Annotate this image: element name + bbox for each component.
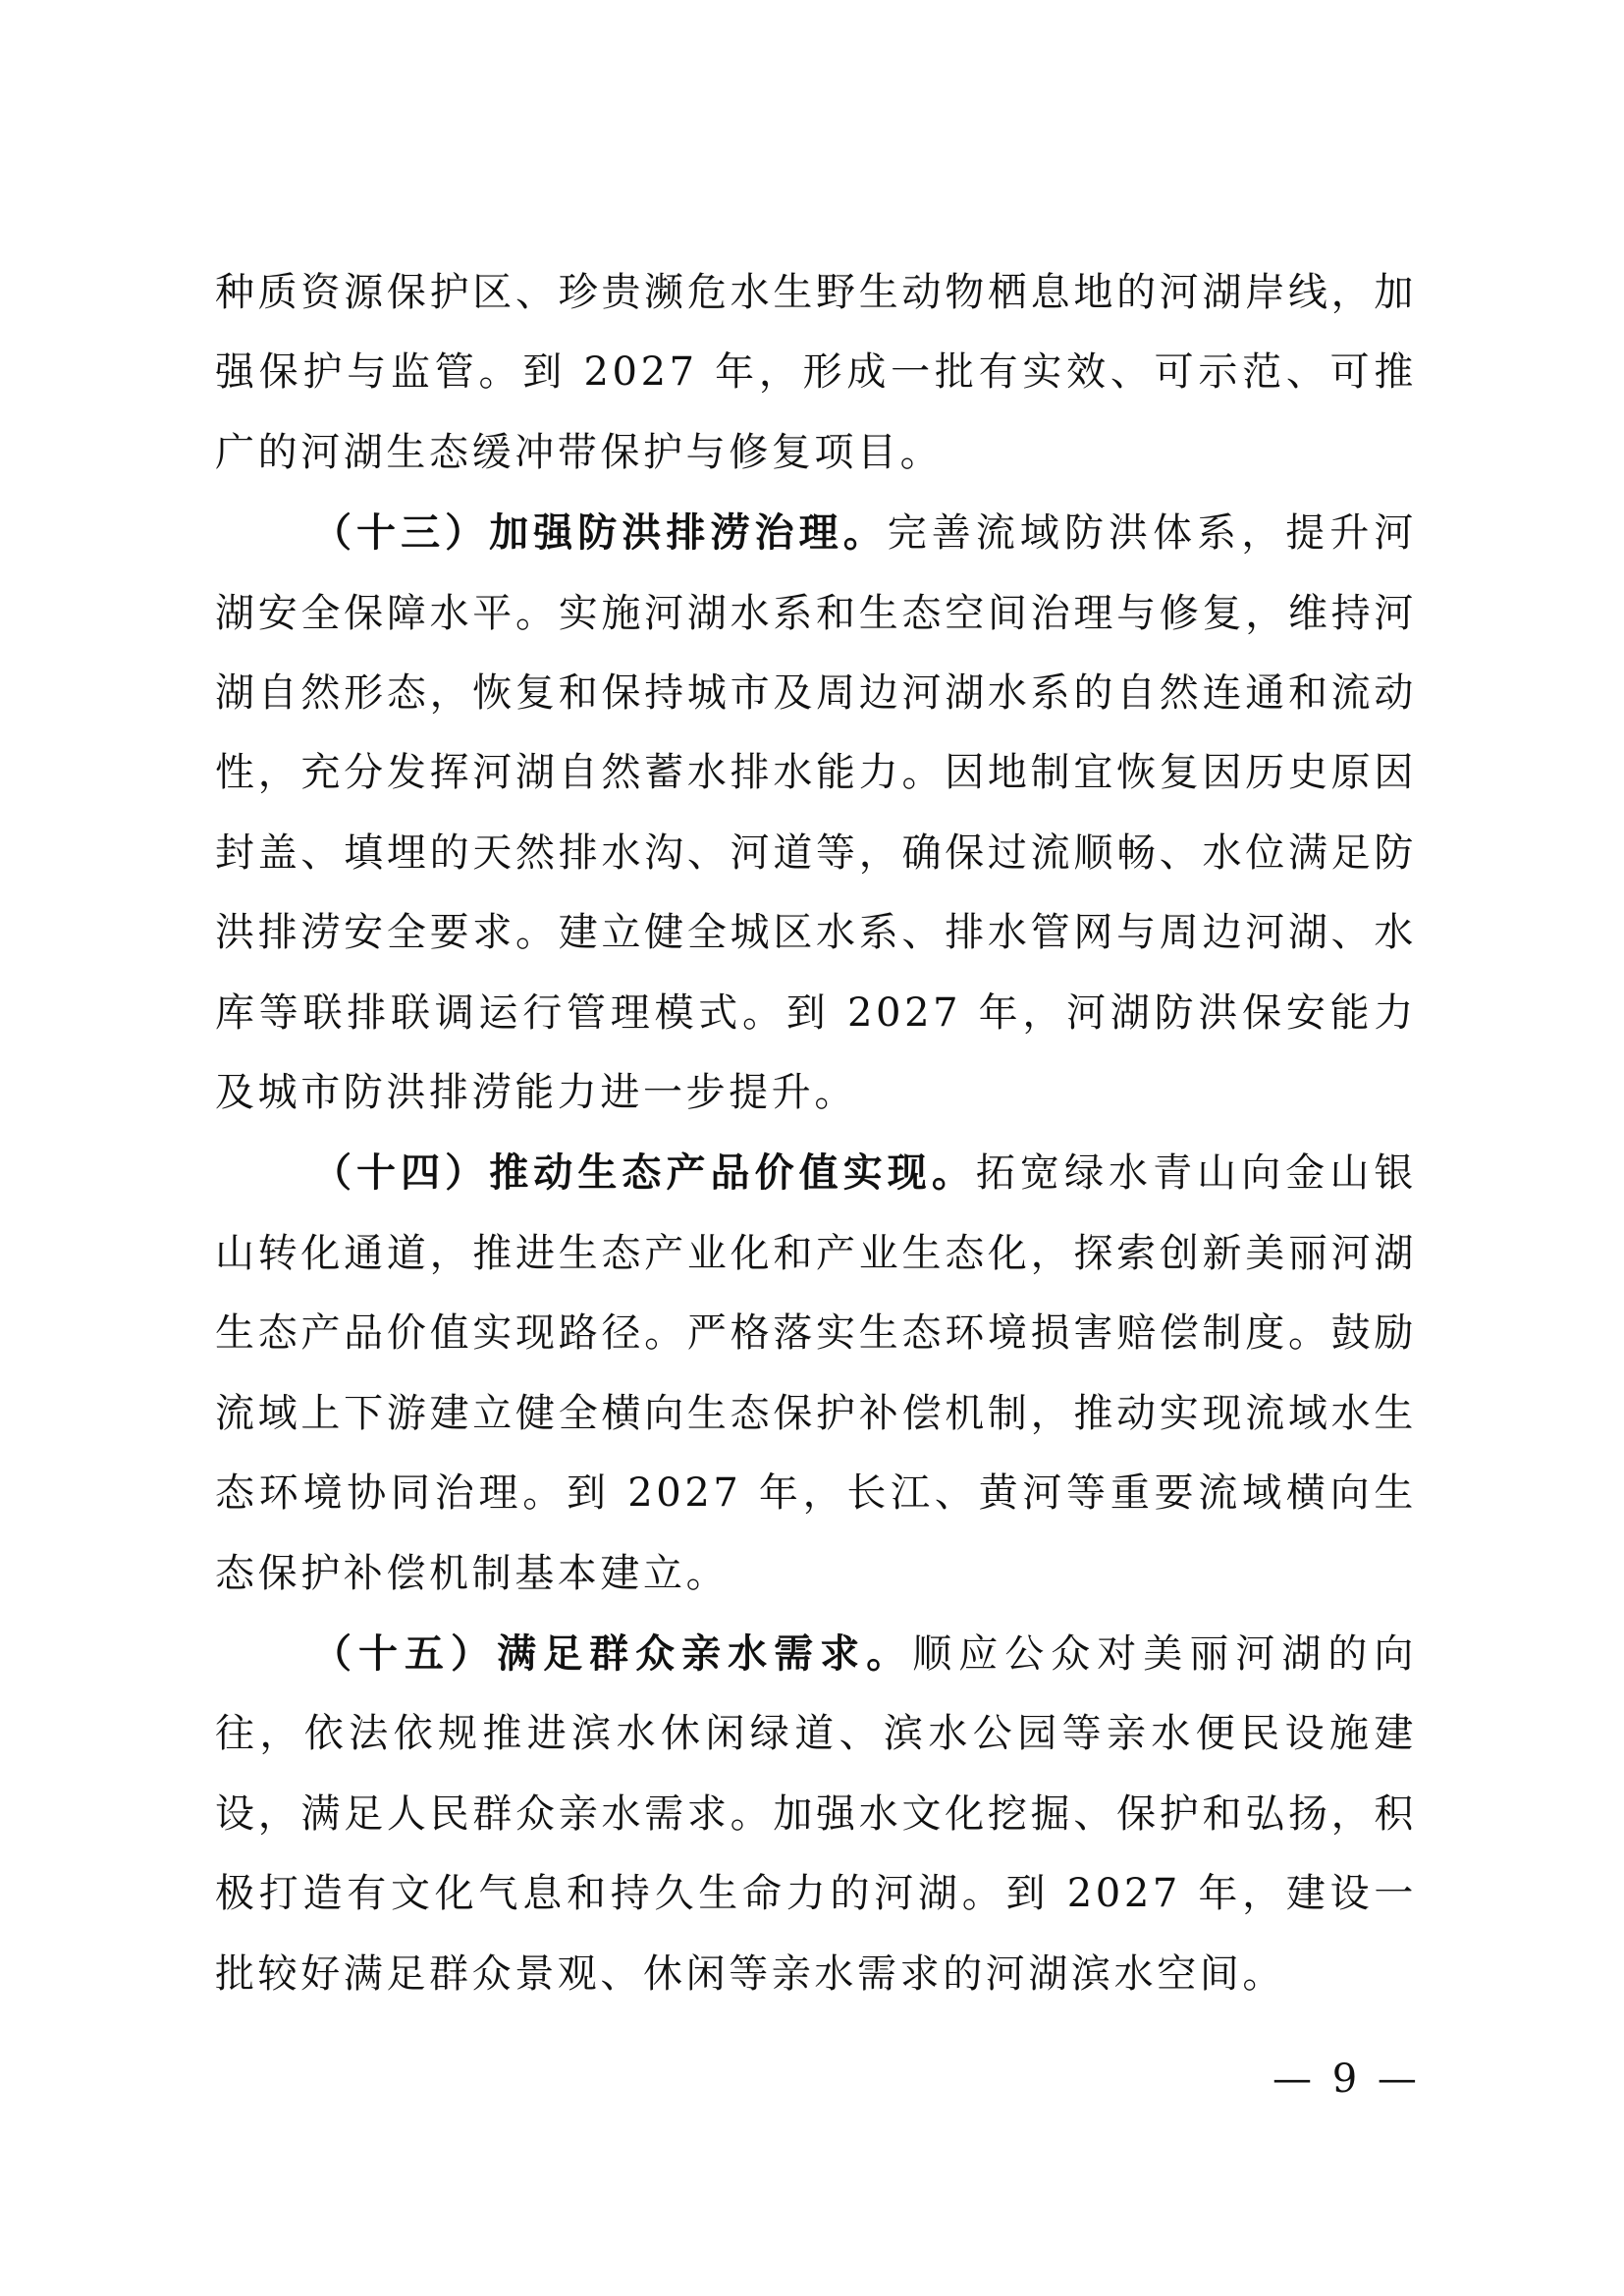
section-heading: （十四）推动生态产品价值实现。 <box>312 1149 976 1197</box>
paragraph-text: 顺应公众对美丽河湖的向往，依法依规推进滨水休闲绿道、滨水公园等亲水便民设施建设，满足人民群众亲水需求。加强水文化挖掘、保护和弘扬，积极打造有文化气息和持久生命力的河湖。到 2027 年，建设一批较好满足群众景观、休闲等亲水需求的河湖滨水空间。 <box>215 1630 1417 1997</box>
paragraph-text: 种质资源保护区、珍贵濒危水生野生动物栖息地的河湖岸线，加强保护与监管。到 2027 年，形成一批有实效、可示范、可推广的河湖生态缓冲带保护与修复项目。 <box>215 270 1417 475</box>
paragraph-section-13 <box>215 493 1417 1133</box>
paragraph-text: 拓宽绿水青山向金山银山转化通道，推进生态产业化和产业生态化，探索创新美丽河湖生态产品价值实现路径。严格落实生态环境损害赔偿制度。鼓励流域上下游建立健全横向生态保护补偿机制，推动实现流域水生态环境协同治理。到 2027 年，长江、黄河等重要流域横向生态保护补偿机制基本建立。 <box>215 1150 1417 1596</box>
section-heading: （十三）加强防洪排涝治理。 <box>312 509 888 557</box>
page-number: — 9 — <box>1272 2056 1421 2102</box>
document-body <box>215 253 1417 2014</box>
paragraph-section-14 <box>215 1133 1417 1613</box>
paragraph-text: 完善流域防洪体系，提升河湖安全保障水平。实施河湖水系和生态空间治理与修复，维持河湖自然形态，恢复和保持城市及周边河湖水系的自然连通和流动性，充分发挥河湖自然蓄水排水能力。因地制宜恢复因历史原因封盖、填埋的天然排水沟、河道等，确保过流顺畅、水位满足防洪排涝安全要求。建立健全城区水系、排水管网与周边河湖、水库等联排联调运行管理模式。到 2027 年，河湖防洪保安能力及城市防洪排涝能力进一步提升。 <box>215 510 1417 1116</box>
paragraph-section-15 <box>215 1614 1417 2014</box>
paragraph-continuation <box>215 253 1417 493</box>
section-heading: （十五）满足群众亲水需求。 <box>312 1629 913 1677</box>
